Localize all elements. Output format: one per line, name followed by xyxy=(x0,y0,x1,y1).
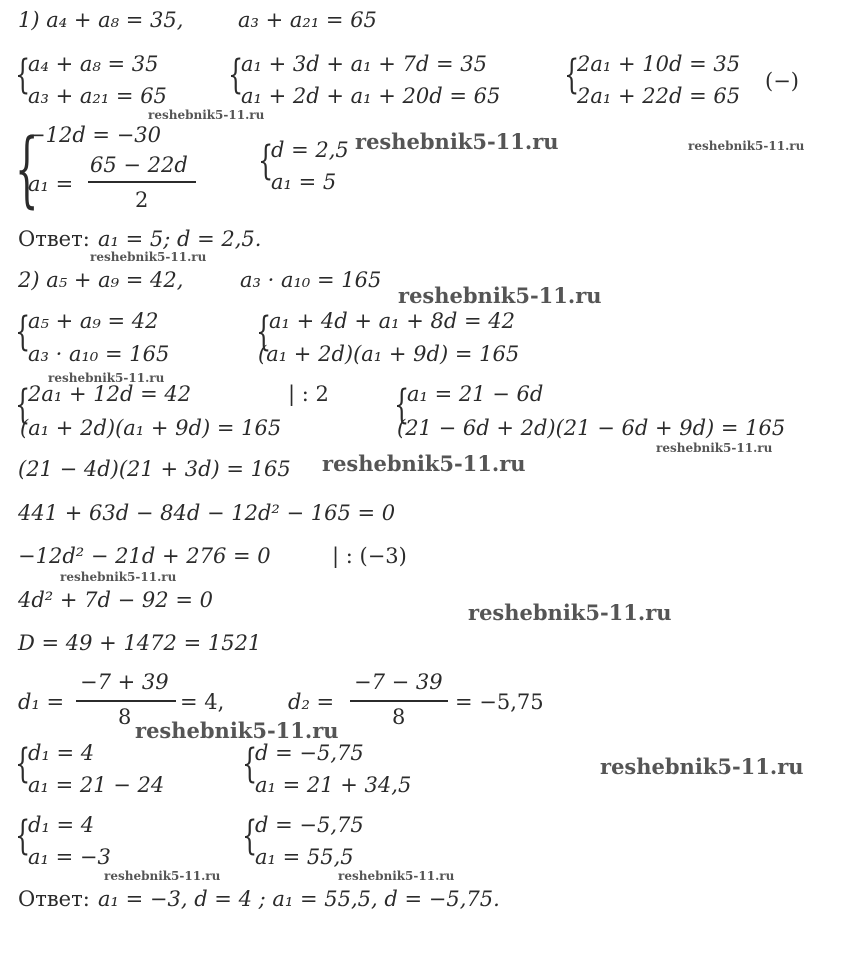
brace-icon: { xyxy=(15,382,31,428)
watermark: reshebnik5-11.ru xyxy=(338,869,455,883)
part1-system2-line2: a₁ + 2d + a₁ + 20d = 65 xyxy=(241,84,501,108)
answer-label: Ответ: xyxy=(18,227,90,251)
brace-icon: { xyxy=(258,138,274,184)
part2-system4-line2: (21 − 6d + 2d)(21 − 6d + 9d) = 165 xyxy=(397,416,786,440)
part2-system7-line1: d₁ = 4 xyxy=(28,813,95,837)
equation-expanded-terms: 441 + 63d − 84d − 12d² − 165 = 0 xyxy=(18,501,396,525)
part2-system2-line1: a₁ + 4d + a₁ + 8d = 42 xyxy=(269,309,515,333)
part1-system5-line2: a₁ = 5 xyxy=(271,170,337,194)
watermark: reshebnik5-11.ru xyxy=(688,139,805,153)
root1-denominator: 8 xyxy=(118,705,132,729)
part2-system4-line1: a₁ = 21 − 6d xyxy=(407,382,544,406)
part1-system3-line2: 2a₁ + 22d = 65 xyxy=(577,84,741,108)
part1-system4-line2-left: a₁ = xyxy=(28,172,74,196)
part2-system1-line2: a₃ · a₁₀ = 165 xyxy=(28,342,170,366)
part2-system3-line2: (a₁ + 2d)(a₁ + 9d) = 165 xyxy=(20,416,282,440)
equation-reduced-quadratic: 4d² + 7d − 92 = 0 xyxy=(18,588,213,612)
watermark: reshebnik5-11.ru xyxy=(48,371,165,385)
subtraction-operator: (−) xyxy=(765,69,799,93)
brace-icon: { xyxy=(15,741,31,787)
part2-given-1: 2) a₅ + a₉ = 42, xyxy=(18,268,184,292)
brace-icon: { xyxy=(228,52,244,98)
brace-icon: { xyxy=(15,813,31,859)
fraction-bar xyxy=(76,700,176,702)
equation-discriminant: D = 49 + 1472 = 1521 xyxy=(18,631,262,655)
part2-system7-line2: a₁ = −3 xyxy=(28,845,111,869)
part2-system5-line1: d₁ = 4 xyxy=(28,741,95,765)
brace-icon: { xyxy=(15,122,39,217)
part2-given-2: a₃ · a₁₀ = 165 xyxy=(240,268,382,292)
equation-quadratic: −12d² − 21d + 276 = 0 xyxy=(18,544,271,568)
watermark: reshebnik5-11.ru xyxy=(148,108,265,122)
root2-numerator: −7 − 39 xyxy=(354,670,443,694)
brace-icon: { xyxy=(242,813,258,859)
answer-label: Ответ: xyxy=(18,887,90,911)
part2-system5-line2: a₁ = 21 − 24 xyxy=(28,773,165,797)
part2-system1-line1: a₅ + a₉ = 42 xyxy=(28,309,159,333)
division-operator: | : 2 xyxy=(288,382,329,406)
watermark: reshebnik5-11.ru xyxy=(135,718,339,743)
fraction-bar xyxy=(350,700,448,702)
brace-icon: { xyxy=(394,382,410,428)
part2-answer: a₁ = −3, d = 4 ; a₁ = 55,5, d = −5,75. xyxy=(98,887,500,911)
part1-system1-line2: a₃ + a₂₁ = 65 xyxy=(28,84,167,108)
root1-left: d₁ = xyxy=(18,690,65,714)
watermark: reshebnik5-11.ru xyxy=(104,869,221,883)
root2-left: d₂ = xyxy=(288,690,335,714)
watermark: reshebnik5-11.ru xyxy=(398,283,602,308)
part1-given-1: 1) a₄ + a₈ = 35, xyxy=(18,8,184,32)
brace-icon: { xyxy=(256,309,272,355)
fraction-bar xyxy=(88,181,196,183)
fraction-numerator: 65 − 22d xyxy=(90,153,188,177)
watermark: reshebnik5-11.ru xyxy=(90,250,207,264)
root1-numerator: −7 + 39 xyxy=(80,670,169,694)
root2-denominator: 8 xyxy=(392,705,406,729)
brace-icon: { xyxy=(15,309,31,355)
part2-system3-line1: 2a₁ + 12d = 42 xyxy=(28,382,192,406)
watermark: reshebnik5-11.ru xyxy=(60,570,177,584)
fraction-denominator: 2 xyxy=(135,188,149,212)
part1-answer: a₁ = 5; d = 2,5. xyxy=(98,227,262,251)
part2-system2-line2: (a₁ + 2d)(a₁ + 9d) = 165 xyxy=(258,342,520,366)
brace-icon: { xyxy=(15,52,31,98)
part1-given-2: a₃ + a₂₁ = 65 xyxy=(238,8,377,32)
part1-system5-line1: d = 2,5 xyxy=(271,138,349,162)
watermark: reshebnik5-11.ru xyxy=(600,754,804,779)
part1-system2-line1: a₁ + 3d + a₁ + 7d = 35 xyxy=(241,52,487,76)
part2-system8-line1: d = −5,75 xyxy=(255,813,364,837)
watermark: reshebnik5-11.ru xyxy=(355,129,559,154)
part2-system6-line1: d = −5,75 xyxy=(255,741,364,765)
brace-icon: { xyxy=(242,741,258,787)
watermark: reshebnik5-11.ru xyxy=(322,451,526,476)
part1-system3-line1: 2a₁ + 10d = 35 xyxy=(577,52,741,76)
part1-system4-line1: −12d = −30 xyxy=(28,123,162,147)
equation-expanded-product: (21 − 4d)(21 + 3d) = 165 xyxy=(18,457,291,481)
division-operator: | : (−3) xyxy=(332,544,407,568)
root2-right: = −5,75 xyxy=(455,690,544,714)
part2-system8-line2: a₁ = 55,5 xyxy=(255,845,354,869)
part1-system1-line1: a₄ + a₈ = 35 xyxy=(28,52,159,76)
root1-right: = 4, xyxy=(180,690,225,714)
watermark: reshebnik5-11.ru xyxy=(656,441,773,455)
brace-icon: { xyxy=(564,52,580,98)
part2-system6-line2: a₁ = 21 + 34,5 xyxy=(255,773,412,797)
watermark: reshebnik5-11.ru xyxy=(468,600,672,625)
